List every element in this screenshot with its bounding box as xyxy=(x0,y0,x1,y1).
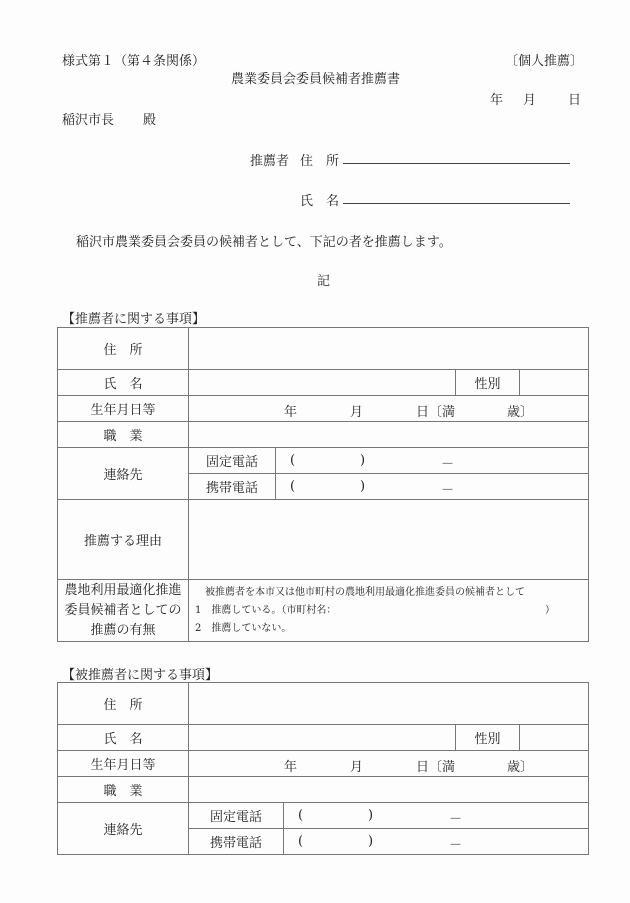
s2-contact-label: 連絡先 xyxy=(58,803,189,855)
s1-occupation-field[interactable] xyxy=(189,422,589,448)
statement: 稲沢市農業委員会委員の候補者として、下記の者を推薦します。 xyxy=(76,235,452,250)
s1-reason-field[interactable] xyxy=(189,500,589,580)
s2-birth-month: 月 xyxy=(350,760,364,775)
farmland-option-2[interactable]: 2 推薦していない。 xyxy=(195,622,292,634)
ki-heading: 記 xyxy=(317,274,331,289)
nominee-table xyxy=(57,682,589,855)
recommender-table xyxy=(57,327,589,642)
recommender-address-label: 住 所 xyxy=(300,154,340,169)
farmland-label-line: 農地利用最適化推進 xyxy=(64,582,182,598)
s2-occupation-field[interactable] xyxy=(189,777,589,803)
paren-open: ( xyxy=(298,808,304,823)
s2-landline-field[interactable] xyxy=(284,803,589,829)
recommender-label: 推薦者 xyxy=(250,154,290,169)
s2-name-label: 氏 名 xyxy=(58,725,189,751)
document-title: 農業委員会委員候補者推薦書 xyxy=(231,72,401,87)
s1-address-field[interactable] xyxy=(189,328,589,370)
s1-mobile-field[interactable] xyxy=(276,474,589,500)
s2-birth-day: 日〔満 xyxy=(416,760,456,775)
section2-heading: 【被推薦者に関する事項】 xyxy=(62,668,219,683)
dash: － xyxy=(449,838,463,853)
s1-landline-field[interactable] xyxy=(276,448,589,474)
date-month: 月 xyxy=(523,93,537,108)
section1-heading: 【推薦者に関する事項】 xyxy=(62,312,206,327)
paren-close: ) xyxy=(360,479,366,494)
s2-name-field[interactable] xyxy=(189,725,456,751)
s1-farmland-label xyxy=(58,580,189,642)
paren-close: ) xyxy=(360,453,366,468)
recommender-name-label: 氏 名 xyxy=(300,194,340,209)
paren-open: ( xyxy=(298,834,304,849)
addressee: 稲沢市長 xyxy=(62,113,115,128)
s1-gender-label: 性別 xyxy=(456,370,520,396)
dash: － xyxy=(441,483,455,498)
s1-farmland-field xyxy=(189,580,589,642)
s1-address-label: 住 所 xyxy=(58,328,189,370)
dash: － xyxy=(441,457,455,472)
s2-birth-label: 生年月日等 xyxy=(58,751,189,777)
farmland-label-line: 推薦の有無 xyxy=(90,622,156,638)
s2-address-label: 住 所 xyxy=(58,683,189,725)
s2-birth-age: 歳〕 xyxy=(507,760,534,775)
paren-close: ) xyxy=(368,834,374,849)
addressee-honorific: 殿 xyxy=(143,113,157,128)
s2-birth-field[interactable] xyxy=(189,751,589,777)
s1-birth-field[interactable] xyxy=(189,396,589,422)
paren-close: ) xyxy=(368,808,374,823)
s2-address-field[interactable] xyxy=(189,683,589,725)
s2-gender-label: 性別 xyxy=(456,725,520,751)
s2-occupation-label: 職 業 xyxy=(58,777,189,803)
dash: － xyxy=(449,812,463,827)
paren-open: ( xyxy=(290,453,296,468)
s1-birth-month: 月 xyxy=(350,405,364,420)
s1-birth-year: 年 xyxy=(284,405,298,420)
date-year: 年 xyxy=(490,93,504,108)
s1-mobile-label: 携帯電話 xyxy=(189,474,276,500)
s2-landline-label: 固定電話 xyxy=(189,803,284,829)
s2-mobile-field[interactable] xyxy=(284,829,589,855)
s1-occupation-label: 職 業 xyxy=(58,422,189,448)
s1-reason-label: 推薦する理由 xyxy=(58,500,189,580)
s1-name-field[interactable] xyxy=(189,370,456,396)
farmland-option-1-close: ） xyxy=(545,604,555,616)
farmland-intro: 被推薦者を本市又は他市町村の農地利用最適化推進委員の候補者として xyxy=(205,586,525,598)
s2-mobile-label: 携帯電話 xyxy=(189,829,284,855)
s1-gender-field[interactable] xyxy=(520,370,589,396)
s1-birth-label: 生年月日等 xyxy=(58,396,189,422)
form-type: 〔個人推薦〕 xyxy=(505,54,584,69)
s1-birth-age: 歳〕 xyxy=(507,405,534,420)
farmland-option-1[interactable] xyxy=(195,602,588,620)
s2-birth-year: 年 xyxy=(284,760,298,775)
recommender-address-line[interactable] xyxy=(343,163,570,164)
paren-open: ( xyxy=(290,479,296,494)
s1-contact-label: 連絡先 xyxy=(58,448,189,500)
s2-gender-field[interactable] xyxy=(520,725,589,751)
farmland-label-line: 委員候補者としての xyxy=(64,602,182,618)
farmland-option-1-text: 1 推薦している。（市町村名： xyxy=(195,604,337,616)
s1-landline-label: 固定電話 xyxy=(189,448,276,474)
recommender-name-line[interactable] xyxy=(343,203,570,204)
s1-birth-day: 日〔満 xyxy=(416,405,456,420)
s1-name-label: 氏 名 xyxy=(58,370,189,396)
date-day: 日 xyxy=(568,93,582,108)
form-number: 様式第１（第４条関係） xyxy=(62,54,206,69)
